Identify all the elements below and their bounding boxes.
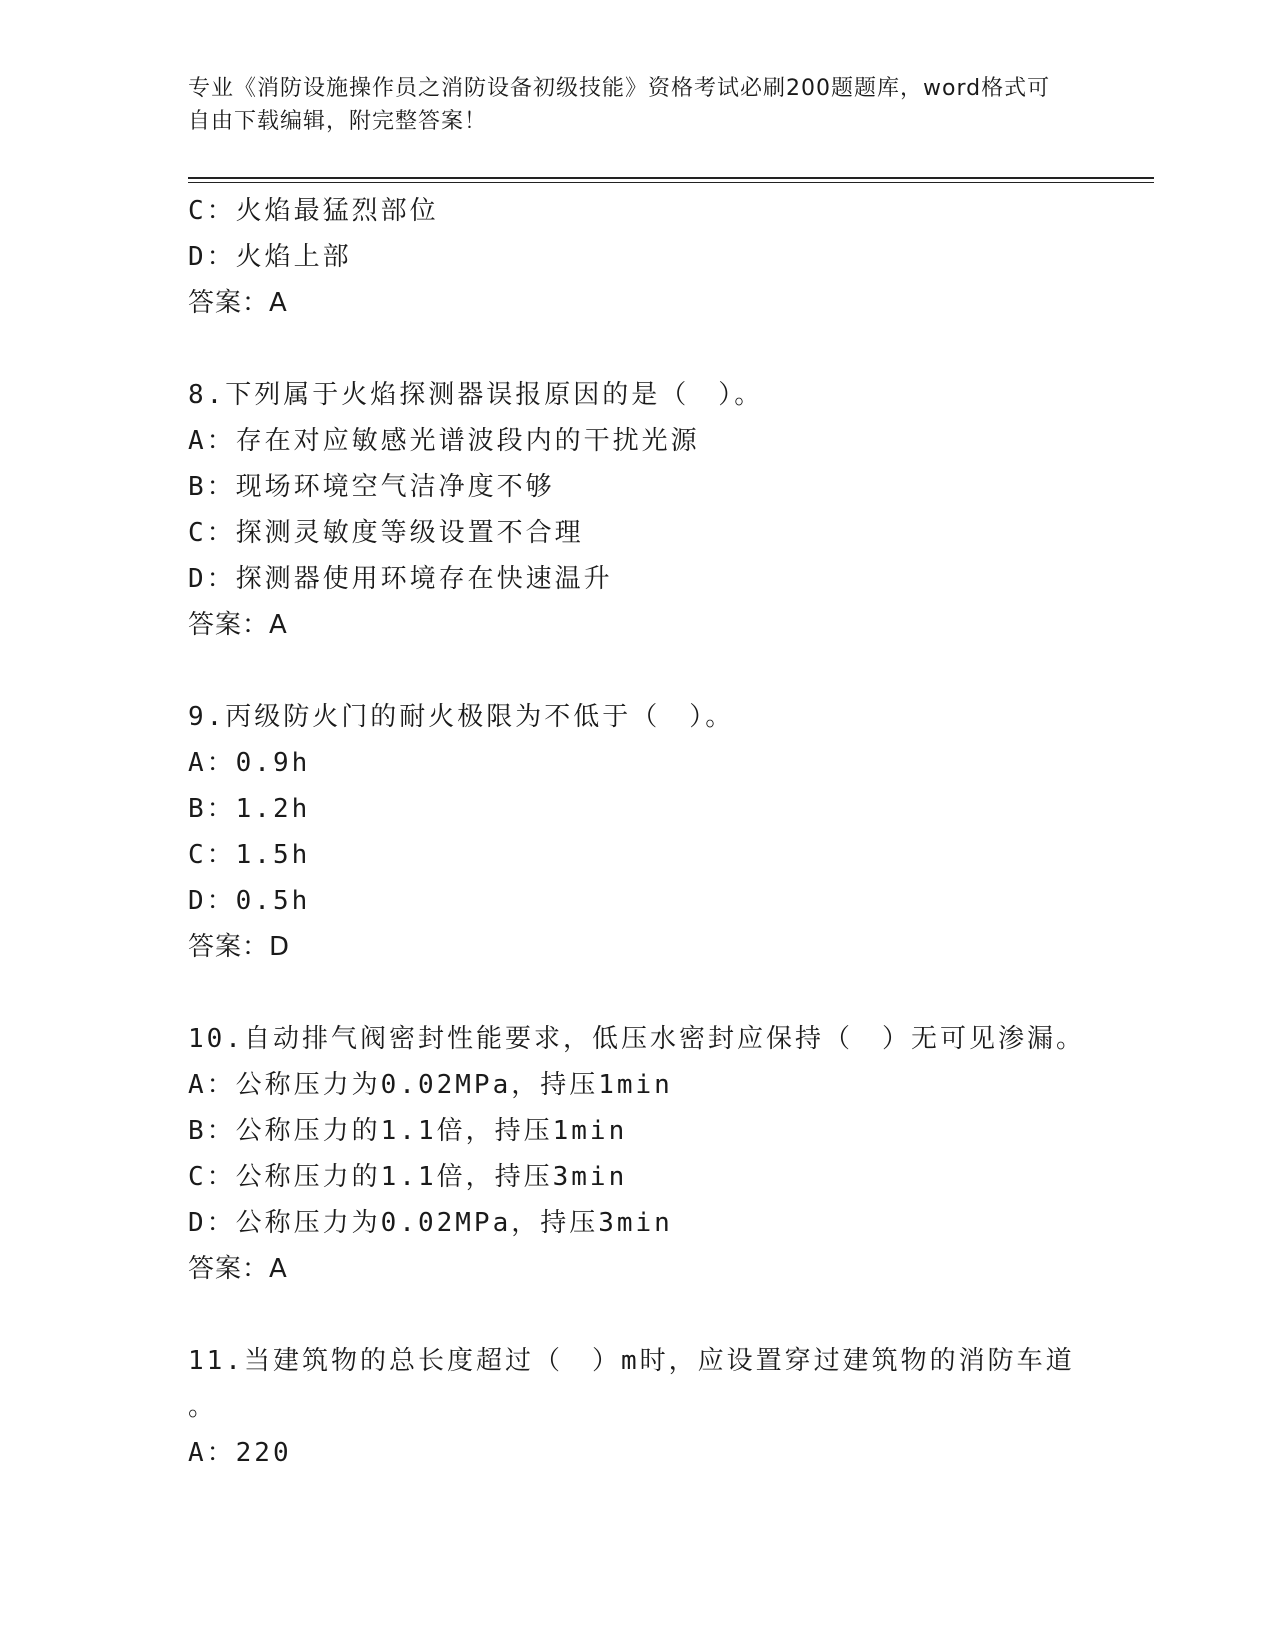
question-list [188, 188, 1088, 1476]
option-a: A：0.9h [188, 748, 311, 778]
option-a: A：公称压力为0.02MPa，持压1min [188, 1070, 673, 1100]
option-c: C：火焰最猛烈部位 [188, 196, 439, 226]
spacer [188, 1292, 1088, 1338]
header-divider-thick [188, 177, 1154, 179]
question-stem: 10.自动排气阀密封性能要求，低压水密封应保持（ ）无可见渗漏。 [188, 1024, 1085, 1054]
spacer [188, 970, 1088, 1016]
option-d: D：火焰上部 [188, 242, 352, 272]
spacer [188, 648, 1088, 694]
document-header: 专业《消防设施操作员之消防设备初级技能》资格考试必刷200题题库，word格式可自由下载编辑，附完整答案！ [188, 76, 1051, 134]
answer-line: 答案：D [188, 932, 291, 962]
option-a: A：220 [188, 1438, 292, 1468]
question-stem: 11.当建筑物的总长度超过（ ）m时，应设置穿过建筑物的消防车道 [188, 1346, 1075, 1376]
option-c: C：公称压力的1.1倍，持压3min [188, 1162, 628, 1192]
option-b: B：1.2h [188, 794, 311, 824]
option-d: D：公称压力为0.02MPa，持压3min [188, 1208, 673, 1238]
question-9 [188, 694, 1088, 970]
option-a: A：存在对应敏感光谱波段内的干扰光源 [188, 426, 700, 456]
question-fragment [188, 188, 1088, 326]
question-stem-continuation: 。 [188, 1392, 218, 1422]
option-b: B：现场环境空气洁净度不够 [188, 472, 555, 502]
question-11 [188, 1338, 1088, 1476]
question-stem: 8.下列属于火焰探测器误报原因的是（ ）。 [188, 380, 764, 410]
question-stem: 9.丙级防火门的耐火极限为不低于（ ）。 [188, 702, 735, 732]
option-b: B：公称压力的1.1倍，持压1min [188, 1116, 628, 1146]
option-d: D：探测器使用环境存在快速温升 [188, 564, 613, 594]
option-d: D：0.5h [188, 886, 311, 916]
header-divider-thin [188, 182, 1154, 183]
question-10 [188, 1016, 1088, 1292]
question-8 [188, 372, 1088, 648]
option-c: C：1.5h [188, 840, 311, 870]
spacer [188, 326, 1088, 372]
answer-line: 答案：A [188, 1254, 288, 1284]
answer-line: 答案：A [188, 288, 288, 318]
option-c: C：探测灵敏度等级设置不合理 [188, 518, 584, 548]
answer-line: 答案：A [188, 610, 288, 640]
